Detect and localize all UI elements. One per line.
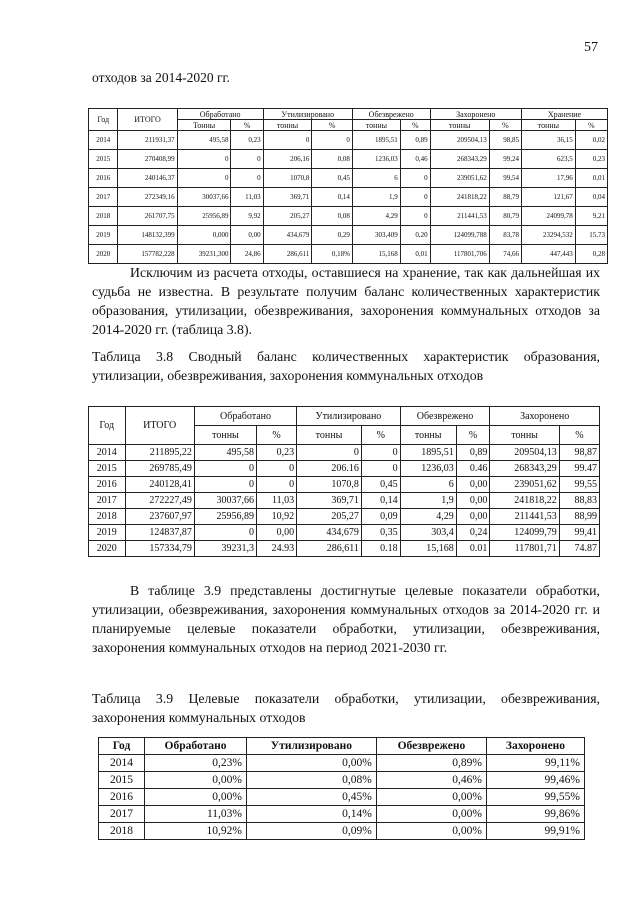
value-cell: 99,46% — [487, 772, 585, 789]
subheader-cell: тонны — [521, 120, 575, 131]
page-number: 57 — [584, 40, 598, 55]
value-cell: 0,00 — [456, 477, 490, 493]
value-cell: 0 — [312, 131, 353, 150]
table-row — [89, 226, 608, 245]
value-cell: 205,27 — [297, 509, 362, 525]
table-row — [89, 509, 600, 525]
value-cell: 434,679 — [263, 226, 312, 245]
value-cell: 0 — [263, 131, 312, 150]
col-neutralized: Обезврежено — [400, 407, 490, 426]
table-row — [89, 477, 600, 493]
value-cell: 1236,03 — [352, 150, 400, 169]
value-cell: 0 — [257, 461, 297, 477]
subheader-cell: тонны — [297, 426, 362, 445]
header-cell: Утилизировано — [247, 738, 377, 755]
year-cell: 2015 — [89, 461, 126, 477]
value-cell: 0,00 — [456, 509, 490, 525]
table-row — [99, 772, 585, 789]
value-cell: 0 — [297, 445, 362, 461]
value-cell: 0,46% — [376, 772, 486, 789]
value-cell: 15,168 — [400, 541, 456, 557]
value-cell: 239051,62 — [430, 169, 489, 188]
subheader-cell: % — [456, 426, 490, 445]
table-row — [89, 245, 608, 264]
table2-caption: Таблица 3.8 Сводный баланс количественных характеристик образования, утилизации, обезвреживания, захоронения коммунальных отходов — [92, 349, 600, 383]
value-cell: 24.93 — [257, 541, 297, 557]
header-cell: Захоронено — [487, 738, 585, 755]
value-cell: 0 — [194, 477, 256, 493]
value-cell: 0,00% — [376, 789, 486, 806]
value-cell: 369,71 — [263, 188, 312, 207]
value-cell: 0,08% — [247, 772, 377, 789]
value-cell: 157334,79 — [125, 541, 194, 557]
subheader-cell: тонны — [194, 426, 256, 445]
value-cell: 0,24 — [456, 525, 490, 541]
value-cell: 98,85 — [489, 131, 521, 150]
value-cell: 239051,62 — [490, 477, 559, 493]
col-stored: Хранение — [521, 109, 607, 120]
value-cell: 15,168 — [352, 245, 400, 264]
value-cell: 99,41 — [559, 525, 599, 541]
year-cell: 2016 — [89, 169, 118, 188]
value-cell: 83,78 — [489, 226, 521, 245]
value-cell: 447,443 — [521, 245, 575, 264]
value-cell: 11,03% — [145, 806, 247, 823]
value-cell: 25956,89 — [177, 207, 231, 226]
value-cell: 99,55% — [487, 789, 585, 806]
value-cell: 1070,8 — [263, 169, 312, 188]
paragraph-targets: В таблице 3.9 представлены достигнутые целевые показатели обработки, утилизации, обезвреживания, захоронения коммунальных отходов за 2014-2020 гг. и планируемые целевые показатели обработки, утилизации, обезвреживания, захоронения коммунальных отходов на период 2021-2030 гг. — [92, 583, 600, 655]
value-cell: 0,29 — [312, 226, 353, 245]
table-row — [99, 823, 585, 840]
subheader-cell: Тонны — [177, 120, 231, 131]
value-cell: 30037,66 — [194, 493, 256, 509]
col-total: ИТОГО — [118, 109, 177, 131]
value-cell: 4,29 — [400, 509, 456, 525]
value-cell: 0.18 — [361, 541, 400, 557]
year-cell: 2018 — [89, 207, 118, 226]
value-cell: 303,4 — [400, 525, 456, 541]
value-cell: 0,46 — [400, 150, 430, 169]
value-cell: 0,89% — [376, 755, 486, 772]
table-row — [89, 541, 600, 557]
value-cell: 369,71 — [297, 493, 362, 509]
value-cell: 30037,66 — [177, 188, 231, 207]
value-cell: 98,87 — [559, 445, 599, 461]
table-row — [99, 789, 585, 806]
col-year: Год — [89, 407, 126, 445]
value-cell: 148132,399 — [118, 226, 177, 245]
year-cell: 2019 — [89, 525, 126, 541]
value-cell: 88,83 — [559, 493, 599, 509]
table-row — [89, 445, 600, 461]
value-cell: 0 — [361, 461, 400, 477]
value-cell: 0,18% — [312, 245, 353, 264]
value-cell: 209504,13 — [430, 131, 489, 150]
value-cell: 0,00% — [376, 806, 486, 823]
value-cell: 268343,29 — [490, 461, 559, 477]
value-cell: 0,23 — [231, 131, 263, 150]
subheader-cell: тонны — [430, 120, 489, 131]
year-cell: 2016 — [89, 477, 126, 493]
value-cell: 0 — [194, 461, 256, 477]
value-cell: 0,09 — [361, 509, 400, 525]
table1-caption: отходов за 2014-2020 гг. — [92, 70, 230, 85]
value-cell: 211895,22 — [125, 445, 194, 461]
value-cell: 1,9 — [400, 493, 456, 509]
value-cell: 0 — [257, 477, 297, 493]
value-cell: 1070,8 — [297, 477, 362, 493]
value-cell: 0 — [400, 188, 430, 207]
subheader-cell: тонны — [352, 120, 400, 131]
header-cell: Обработано — [145, 738, 247, 755]
value-cell: 121,67 — [521, 188, 575, 207]
value-cell: 0,00% — [247, 755, 377, 772]
value-cell: 272227,49 — [125, 493, 194, 509]
value-cell: 211441,53 — [430, 207, 489, 226]
value-cell: 0 — [194, 525, 256, 541]
subheader-cell: тонны — [400, 426, 456, 445]
value-cell: 495,58 — [194, 445, 256, 461]
value-cell: 1,9 — [352, 188, 400, 207]
value-cell: 0,23 — [257, 445, 297, 461]
table-row — [89, 131, 608, 150]
subheader-cell: % — [489, 120, 521, 131]
value-cell: 434,679 — [297, 525, 362, 541]
value-cell: 9,21 — [575, 207, 607, 226]
value-cell: 0.46 — [456, 461, 490, 477]
value-cell: 0,08 — [312, 150, 353, 169]
value-cell: 25956,89 — [194, 509, 256, 525]
value-cell: 9,92 — [231, 207, 263, 226]
value-cell: 0,28 — [575, 245, 607, 264]
value-cell: 241818,22 — [490, 493, 559, 509]
value-cell: 240146,37 — [118, 169, 177, 188]
table-row — [89, 493, 600, 509]
value-cell: 124099,79 — [490, 525, 559, 541]
value-cell: 0,00% — [145, 772, 247, 789]
value-cell: 0,45% — [247, 789, 377, 806]
value-cell: 268343,29 — [430, 150, 489, 169]
value-cell: 0,00% — [376, 823, 486, 840]
target-indicators-table — [98, 737, 585, 840]
value-cell: 0,35 — [361, 525, 400, 541]
year-cell: 2015 — [89, 150, 118, 169]
value-cell: 209504,13 — [490, 445, 559, 461]
value-cell: 0,89 — [456, 445, 490, 461]
value-cell: 6 — [400, 477, 456, 493]
table-row — [99, 755, 585, 772]
year-cell: 2017 — [99, 806, 145, 823]
value-cell: 99,11% — [487, 755, 585, 772]
value-cell: 0 — [231, 150, 263, 169]
subheader-cell: % — [575, 120, 607, 131]
col-buried: Захоронено — [490, 407, 600, 426]
year-cell: 2014 — [89, 445, 126, 461]
value-cell: 6 — [352, 169, 400, 188]
table-row — [89, 207, 608, 226]
value-cell: 0,00% — [145, 789, 247, 806]
value-cell: 117801,71 — [490, 541, 559, 557]
year-cell: 2017 — [89, 188, 118, 207]
value-cell: 0,20 — [400, 226, 430, 245]
value-cell: 0 — [361, 445, 400, 461]
value-cell: 269785,49 — [125, 461, 194, 477]
col-processed: Обработано — [194, 407, 296, 426]
value-cell: 80,79 — [489, 207, 521, 226]
value-cell: 157782,228 — [118, 245, 177, 264]
value-cell: 0 — [177, 150, 231, 169]
summary-balance-table — [88, 406, 600, 557]
year-cell: 2017 — [89, 493, 126, 509]
value-cell: 0,01 — [575, 169, 607, 188]
subheader-cell: % — [257, 426, 297, 445]
value-cell: 117801,706 — [430, 245, 489, 264]
value-cell: 0,00 — [231, 226, 263, 245]
value-cell: 15,73 — [575, 226, 607, 245]
col-total: ИТОГО — [125, 407, 194, 445]
value-cell: 10,92 — [257, 509, 297, 525]
col-processed: Обработано — [177, 109, 263, 120]
year-cell: 2019 — [89, 226, 118, 245]
year-cell: 2020 — [89, 541, 126, 557]
value-cell: 0,23% — [145, 755, 247, 772]
value-cell: 17,96 — [521, 169, 575, 188]
value-cell: 11,03 — [231, 188, 263, 207]
table-row — [89, 461, 600, 477]
col-year: Год — [89, 109, 118, 131]
subheader-cell: % — [400, 120, 430, 131]
paragraph-exclusion: Исключим из расчета отходы, оставшиеся на хранение, так как дальнейшая их судьба не известна. В результате получим баланс количественных характеристик образования, утилизации, обезвреживания, захоронения коммунальных отходов за 2014-2020 гг. (таблица 3.8). — [92, 265, 600, 337]
value-cell: 88,79 — [489, 188, 521, 207]
value-cell: 0,04 — [575, 188, 607, 207]
value-cell: 0,09% — [247, 823, 377, 840]
value-cell: 1236,03 — [400, 461, 456, 477]
value-cell: 0 — [400, 169, 430, 188]
value-cell: 0 — [400, 207, 430, 226]
col-buried: Захоронено — [430, 109, 521, 120]
value-cell: 211441,53 — [490, 509, 559, 525]
year-cell: 2015 — [99, 772, 145, 789]
value-cell: 124099,788 — [430, 226, 489, 245]
table-row — [89, 169, 608, 188]
value-cell: 10,92% — [145, 823, 247, 840]
waste-table-2014-2020 — [88, 108, 608, 264]
table-row — [89, 150, 608, 169]
value-cell: 495,58 — [177, 131, 231, 150]
table-row — [99, 806, 585, 823]
col-neutralized: Обезврежено — [352, 109, 430, 120]
header-cell: Год — [99, 738, 145, 755]
value-cell: 4,29 — [352, 207, 400, 226]
value-cell: 88,99 — [559, 509, 599, 525]
value-cell: 1895,51 — [352, 131, 400, 150]
value-cell: 39231,3 — [194, 541, 256, 557]
value-cell: 74.87 — [559, 541, 599, 557]
value-cell: 623,5 — [521, 150, 575, 169]
value-cell: 303,409 — [352, 226, 400, 245]
value-cell: 0.01 — [456, 541, 490, 557]
value-cell: 0,000 — [177, 226, 231, 245]
value-cell: 0,14% — [247, 806, 377, 823]
year-cell: 2020 — [89, 245, 118, 264]
value-cell: 24099,78 — [521, 207, 575, 226]
subheader-cell: % — [559, 426, 599, 445]
value-cell: 23294,532 — [521, 226, 575, 245]
year-cell: 2018 — [89, 509, 126, 525]
year-cell: 2016 — [99, 789, 145, 806]
value-cell: 0,02 — [575, 131, 607, 150]
value-cell: 99,55 — [559, 477, 599, 493]
value-cell: 99,24 — [489, 150, 521, 169]
subheader-cell: тонны — [263, 120, 312, 131]
value-cell: 1895,51 — [400, 445, 456, 461]
value-cell: 0 — [231, 169, 263, 188]
value-cell: 237607,97 — [125, 509, 194, 525]
value-cell: 0,00 — [257, 525, 297, 541]
value-cell: 261707,75 — [118, 207, 177, 226]
value-cell: 206,16 — [263, 150, 312, 169]
table-row — [89, 525, 600, 541]
value-cell: 99.47 — [559, 461, 599, 477]
value-cell: 99,54 — [489, 169, 521, 188]
value-cell: 99,91% — [487, 823, 585, 840]
col-utilized: Утилизировано — [297, 407, 400, 426]
year-cell: 2014 — [89, 131, 118, 150]
subheader-cell: тонны — [490, 426, 559, 445]
value-cell: 270408,99 — [118, 150, 177, 169]
value-cell: 240128,41 — [125, 477, 194, 493]
table-row — [89, 188, 608, 207]
value-cell: 24,86 — [231, 245, 263, 264]
value-cell: 0,14 — [361, 493, 400, 509]
subheader-cell: % — [312, 120, 353, 131]
value-cell: 0,14 — [312, 188, 353, 207]
subheader-cell: % — [231, 120, 263, 131]
value-cell: 0,23 — [575, 150, 607, 169]
value-cell: 241818,22 — [430, 188, 489, 207]
subheader-cell: % — [361, 426, 400, 445]
value-cell: 0,45 — [312, 169, 353, 188]
value-cell: 0,00 — [456, 493, 490, 509]
value-cell: 211931,37 — [118, 131, 177, 150]
table3-caption: Таблица 3.9 Целевые показатели обработки, утилизации, обезвреживания, захоронения коммунальных отходов — [92, 691, 600, 725]
value-cell: 286,611 — [263, 245, 312, 264]
header-cell: Обезврежено — [376, 738, 486, 755]
value-cell: 74,66 — [489, 245, 521, 264]
value-cell: 0,89 — [400, 131, 430, 150]
value-cell: 286,611 — [297, 541, 362, 557]
value-cell: 206.16 — [297, 461, 362, 477]
value-cell: 124837,87 — [125, 525, 194, 541]
value-cell: 99,86% — [487, 806, 585, 823]
value-cell: 36,15 — [521, 131, 575, 150]
value-cell: 0,45 — [361, 477, 400, 493]
year-cell: 2014 — [99, 755, 145, 772]
value-cell: 205,27 — [263, 207, 312, 226]
value-cell: 0,08 — [312, 207, 353, 226]
value-cell: 39231,300 — [177, 245, 231, 264]
value-cell: 11,03 — [257, 493, 297, 509]
year-cell: 2018 — [99, 823, 145, 840]
col-utilized: Утилизировано — [263, 109, 352, 120]
value-cell: 272349,16 — [118, 188, 177, 207]
value-cell: 0 — [177, 169, 231, 188]
value-cell: 0,01 — [400, 245, 430, 264]
